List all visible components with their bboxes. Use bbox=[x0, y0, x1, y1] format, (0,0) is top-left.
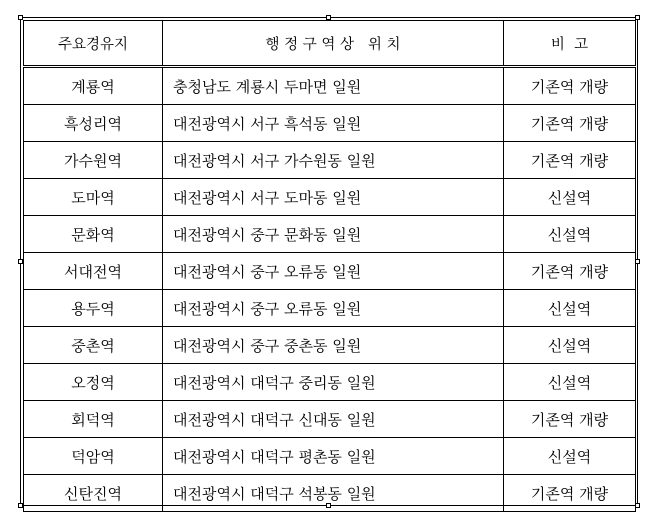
location-cell[interactable]: 충청남도 계룡시 두마면 일원 bbox=[163, 67, 504, 105]
table-row bbox=[24, 290, 636, 327]
station-cell[interactable]: 가수원역 bbox=[24, 142, 163, 179]
table-body bbox=[24, 67, 636, 512]
station-cell[interactable]: 덕암역 bbox=[24, 438, 163, 475]
header-row bbox=[24, 21, 636, 67]
location-cell[interactable]: 대전광역시 서구 가수원동 일원 bbox=[163, 142, 504, 179]
station-cell[interactable]: 계룡역 bbox=[24, 67, 163, 105]
table-row bbox=[24, 438, 636, 475]
location-cell[interactable]: 대전광역시 대덕구 석봉동 일원 bbox=[163, 475, 504, 512]
location-cell[interactable]: 대전광역시 중구 중촌동 일원 bbox=[163, 327, 504, 364]
station-cell[interactable]: 중촌역 bbox=[24, 327, 163, 364]
table-row bbox=[24, 401, 636, 438]
remark-cell[interactable]: 신설역 bbox=[504, 290, 636, 327]
location-cell[interactable]: 대전광역시 서구 도마동 일원 bbox=[163, 179, 504, 216]
station-cell[interactable]: 서대전역 bbox=[24, 253, 163, 290]
table-row bbox=[24, 216, 636, 253]
remark-cell[interactable]: 신설역 bbox=[504, 438, 636, 475]
location-cell[interactable]: 대전광역시 중구 오류동 일원 bbox=[163, 253, 504, 290]
header-remark: 비 고 bbox=[504, 21, 636, 67]
table-row bbox=[24, 105, 636, 142]
table-row bbox=[24, 142, 636, 179]
station-cell[interactable]: 오정역 bbox=[24, 364, 163, 401]
header-location: 행 정 구 역 상 위 치 bbox=[163, 21, 504, 67]
location-cell[interactable]: 대전광역시 대덕구 중리동 일원 bbox=[163, 364, 504, 401]
remark-cell[interactable]: 신설역 bbox=[504, 179, 636, 216]
location-cell[interactable]: 대전광역시 대덕구 평촌동 일원 bbox=[163, 438, 504, 475]
table-header bbox=[24, 21, 636, 67]
remark-cell[interactable]: 기존역 개량 bbox=[504, 475, 636, 512]
station-cell[interactable]: 도마역 bbox=[24, 179, 163, 216]
remark-cell[interactable]: 기존역 개량 bbox=[504, 253, 636, 290]
remark-cell[interactable]: 신설역 bbox=[504, 364, 636, 401]
header-station: 주요경유지 bbox=[24, 21, 163, 67]
remark-cell[interactable]: 기존역 개량 bbox=[504, 105, 636, 142]
table-row bbox=[24, 475, 636, 512]
location-cell[interactable]: 대전광역시 중구 오류동 일원 bbox=[163, 290, 504, 327]
table-row bbox=[24, 67, 636, 105]
table-row bbox=[24, 327, 636, 364]
station-cell[interactable]: 용두역 bbox=[24, 290, 163, 327]
location-cell[interactable]: 대전광역시 대덕구 신대동 일원 bbox=[163, 401, 504, 438]
location-cell[interactable]: 대전광역시 서구 흑석동 일원 bbox=[163, 105, 504, 142]
station-cell[interactable]: 흑성리역 bbox=[24, 105, 163, 142]
station-cell[interactable]: 회덕역 bbox=[24, 401, 163, 438]
remark-cell[interactable]: 기존역 개량 bbox=[504, 142, 636, 179]
location-cell[interactable]: 대전광역시 중구 문화동 일원 bbox=[163, 216, 504, 253]
table-row bbox=[24, 364, 636, 401]
station-cell[interactable]: 신탄진역 bbox=[24, 475, 163, 512]
station-cell[interactable]: 문화역 bbox=[24, 216, 163, 253]
table-row bbox=[24, 253, 636, 290]
station-table bbox=[23, 20, 636, 512]
table-row bbox=[24, 179, 636, 216]
remark-cell[interactable]: 기존역 개량 bbox=[504, 67, 636, 105]
remark-cell[interactable]: 신설역 bbox=[504, 327, 636, 364]
remark-cell[interactable]: 신설역 bbox=[504, 216, 636, 253]
remark-cell[interactable]: 기존역 개량 bbox=[504, 401, 636, 438]
